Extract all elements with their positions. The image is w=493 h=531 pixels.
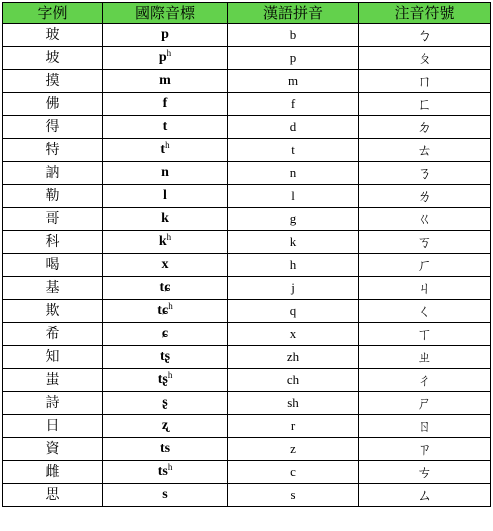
zhuyin-cell: ㄊ xyxy=(359,139,491,162)
ipa-cell xyxy=(103,116,228,139)
pinyin-cell: j xyxy=(228,277,359,300)
example-char-cell: 蚩 xyxy=(3,369,103,392)
ipa-aspiration-mark: h xyxy=(168,301,173,311)
ipa-symbol: tɕ xyxy=(159,280,171,295)
zhuyin-cell: ㄐ xyxy=(359,277,491,300)
table-row xyxy=(3,185,491,208)
table-body xyxy=(3,24,491,507)
example-char-cell: 希 xyxy=(3,323,103,346)
zhuyin-cell: ㄎ xyxy=(359,231,491,254)
ipa-symbol: s xyxy=(162,487,168,502)
ipa-cell xyxy=(103,208,228,231)
table-row xyxy=(3,369,491,392)
ipa-symbol: ɕ xyxy=(161,326,169,341)
ipa-symbol: p xyxy=(161,27,169,42)
example-char-cell: 坡 xyxy=(3,47,103,70)
pinyin-cell: z xyxy=(228,438,359,461)
example-char-cell: 得 xyxy=(3,116,103,139)
ipa-cell xyxy=(103,162,228,185)
ipa-aspiration-mark: h xyxy=(165,140,170,150)
ipa-symbol: ʂ xyxy=(162,395,168,410)
ipa-symbol: x xyxy=(161,257,169,272)
zhuyin-cell: ㄒ xyxy=(359,323,491,346)
table-row xyxy=(3,415,491,438)
zhuyin-cell: ㄈ xyxy=(359,93,491,116)
zhuyin-cell: ㄓ xyxy=(359,346,491,369)
ipa-cell xyxy=(103,369,228,392)
ipa-cell xyxy=(103,300,228,323)
table-row xyxy=(3,116,491,139)
zhuyin-cell: ㄕ xyxy=(359,392,491,415)
table-row xyxy=(3,323,491,346)
pinyin-cell: ch xyxy=(228,369,359,392)
example-char-cell: 訥 xyxy=(3,162,103,185)
table-row xyxy=(3,231,491,254)
header-ipa: 國際音標 xyxy=(103,3,228,24)
ipa-symbol: m xyxy=(159,73,171,88)
table-row xyxy=(3,139,491,162)
ipa-cell xyxy=(103,415,228,438)
example-char-cell: 玻 xyxy=(3,24,103,47)
zhuyin-cell: ㄆ xyxy=(359,47,491,70)
example-char-cell: 詩 xyxy=(3,392,103,415)
zhuyin-cell: ㄉ xyxy=(359,116,491,139)
table-row xyxy=(3,208,491,231)
table-row xyxy=(3,47,491,70)
ipa-cell xyxy=(103,24,228,47)
pinyin-cell: r xyxy=(228,415,359,438)
table-row xyxy=(3,93,491,116)
zhuyin-cell: ㄔ xyxy=(359,369,491,392)
ipa-symbol: tʂ xyxy=(157,372,168,387)
table-row xyxy=(3,254,491,277)
ipa-symbol: ʐ xyxy=(161,418,169,433)
table-row xyxy=(3,300,491,323)
ipa-cell xyxy=(103,47,228,70)
ipa-symbol: k xyxy=(161,211,169,226)
ipa-symbol: p xyxy=(158,50,167,65)
pinyin-cell: q xyxy=(228,300,359,323)
pinyin-cell: f xyxy=(228,93,359,116)
zhuyin-cell: ㄖ xyxy=(359,415,491,438)
pinyin-cell: c xyxy=(228,461,359,484)
example-char-cell: 摸 xyxy=(3,70,103,93)
zhuyin-cell: ㄇ xyxy=(359,70,491,93)
ipa-aspiration-mark: h xyxy=(167,462,173,472)
table-header-row xyxy=(3,3,491,24)
ipa-symbol: k xyxy=(158,234,167,249)
pinyin-cell: h xyxy=(228,254,359,277)
pinyin-cell: zh xyxy=(228,346,359,369)
example-char-cell: 基 xyxy=(3,277,103,300)
ipa-symbol: t xyxy=(162,119,168,134)
ipa-cell xyxy=(103,139,228,162)
pinyin-cell: t xyxy=(228,139,359,162)
ipa-aspiration-mark: h xyxy=(166,48,172,58)
pinyin-cell: d xyxy=(228,116,359,139)
zhuyin-cell: ㄑ xyxy=(359,300,491,323)
ipa-cell xyxy=(103,438,228,461)
ipa-cell xyxy=(103,392,228,415)
zhuyin-cell: ㄌ xyxy=(359,185,491,208)
example-char-cell: 欺 xyxy=(3,300,103,323)
pinyin-cell: m xyxy=(228,70,359,93)
table-row xyxy=(3,162,491,185)
zhuyin-cell: ㄘ xyxy=(359,461,491,484)
ipa-cell xyxy=(103,461,228,484)
pinyin-cell: n xyxy=(228,162,359,185)
zhuyin-cell: ㄋ xyxy=(359,162,491,185)
example-char-cell: 喝 xyxy=(3,254,103,277)
example-char-cell: 日 xyxy=(3,415,103,438)
header-example-char: 字例 xyxy=(3,3,103,24)
zhuyin-cell: ㄙ xyxy=(359,484,491,507)
ipa-symbol: f xyxy=(162,96,168,111)
zhuyin-cell: ㄗ xyxy=(359,438,491,461)
phonetic-table xyxy=(2,2,491,507)
ipa-cell xyxy=(103,484,228,507)
ipa-cell xyxy=(103,277,228,300)
ipa-aspiration-mark: h xyxy=(166,232,172,242)
example-char-cell: 雌 xyxy=(3,461,103,484)
table-row xyxy=(3,461,491,484)
table-row xyxy=(3,392,491,415)
ipa-cell xyxy=(103,346,228,369)
ipa-symbol: ts xyxy=(159,441,171,456)
example-char-cell: 勒 xyxy=(3,185,103,208)
pinyin-cell: x xyxy=(228,323,359,346)
ipa-cell xyxy=(103,231,228,254)
example-char-cell: 思 xyxy=(3,484,103,507)
ipa-symbol: l xyxy=(163,188,167,203)
ipa-cell xyxy=(103,323,228,346)
zhuyin-cell: ㄍ xyxy=(359,208,491,231)
ipa-symbol: tʂ xyxy=(159,349,171,364)
ipa-symbol: ts xyxy=(157,464,168,479)
pinyin-cell: g xyxy=(228,208,359,231)
header-zhuyin: 注音符號 xyxy=(359,3,491,24)
example-char-cell: 哥 xyxy=(3,208,103,231)
ipa-cell xyxy=(103,93,228,116)
zhuyin-cell: ㄅ xyxy=(359,24,491,47)
table-row xyxy=(3,277,491,300)
table-row xyxy=(3,24,491,47)
example-char-cell: 科 xyxy=(3,231,103,254)
pinyin-cell: p xyxy=(228,47,359,70)
pinyin-cell: l xyxy=(228,185,359,208)
table-row xyxy=(3,70,491,93)
example-char-cell: 知 xyxy=(3,346,103,369)
table-row xyxy=(3,346,491,369)
ipa-cell xyxy=(103,70,228,93)
zhuyin-cell: ㄏ xyxy=(359,254,491,277)
header-pinyin: 漢語拼音 xyxy=(228,3,359,24)
pinyin-cell: sh xyxy=(228,392,359,415)
ipa-symbol: t xyxy=(160,142,166,157)
ipa-aspiration-mark: h xyxy=(167,370,173,380)
table-row xyxy=(3,484,491,507)
ipa-cell xyxy=(103,254,228,277)
table-row xyxy=(3,438,491,461)
ipa-symbol: n xyxy=(161,165,169,180)
pinyin-cell: k xyxy=(228,231,359,254)
pinyin-cell: s xyxy=(228,484,359,507)
pinyin-cell: b xyxy=(228,24,359,47)
example-char-cell: 特 xyxy=(3,139,103,162)
ipa-symbol: tɕ xyxy=(157,303,169,318)
example-char-cell: 資 xyxy=(3,438,103,461)
ipa-cell xyxy=(103,185,228,208)
example-char-cell: 佛 xyxy=(3,93,103,116)
